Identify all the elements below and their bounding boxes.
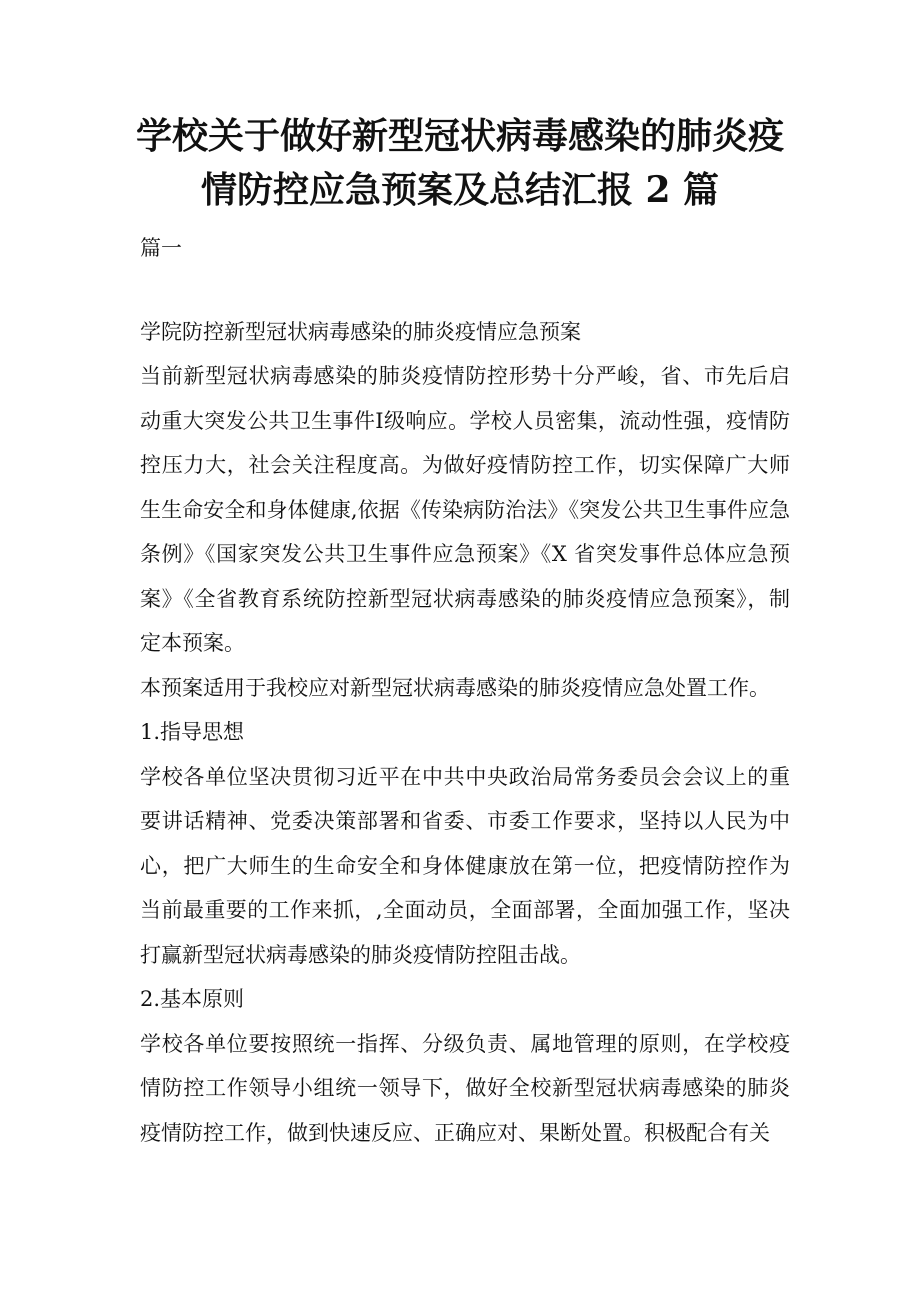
plan-subtitle: 学院防控新型冠状病毒感染的肺炎疫情应急预案 <box>140 319 581 344</box>
basic-principles-paragraph: 学校各单位要按照统一指挥、分级负责、属地管理的原则，在学校疫情防控工作领导小组统一领导下，做好全校新型冠状病毒感染的肺炎疫情防控工作，做到快速反应、正确应对、果断处置。积极配合有关 <box>140 1031 790 1145</box>
spacer <box>140 271 790 310</box>
section-heading-guiding-ideology: 1.指导思想 <box>140 720 245 744</box>
document-title-line-2: 情防控应急预案及总结汇报 2 篇 <box>200 169 720 211</box>
guiding-ideology-paragraph: 学校各单位坚决贯彻习近平在中共中央政治局常务委员会会议上的重要讲话精神、党委决策部署和省委、市委工作要求，坚持以人民为中心，把广大师生的生命安全和身体健康放在第一位，把疫情防控作为当前最重要的工作来抓，,全面动员，全面部署，全面加强工作，坚决打赢新型冠状病毒感染的肺炎疫情防控阻击战。 <box>140 764 790 967</box>
section-label: 篇一 <box>140 236 182 260</box>
intro-paragraph: 当前新型冠状病毒感染的肺炎疫情防控形势十分严峻，省、市先后启动重大突发公共卫生事件Ⅰ级响应。学校人员密集，流动性强，疫情防控压力大，社会关注程度高。为做好疫情防控工作，切实保障广大师生生命安全和身体健康,依据《传染病防治法》《突发公共卫生事件应急条例》《国家突发公共卫生事件应急预案》《X 省突发事件总体应急预案》《全省教育系统防控新型冠状病毒感染的肺炎疫情应急预案》，制定本预案。 <box>140 364 790 655</box>
document-title-line-1: 学校关于做好新型冠状病毒感染的肺炎疫 <box>135 115 784 157</box>
document-body <box>140 226 790 1155</box>
section-heading-basic-principles: 2.基本原则 <box>140 987 245 1011</box>
scope-paragraph: 本预案适用于我校应对新型冠状病毒感染的肺炎疫情应急处置工作。 <box>140 675 770 700</box>
